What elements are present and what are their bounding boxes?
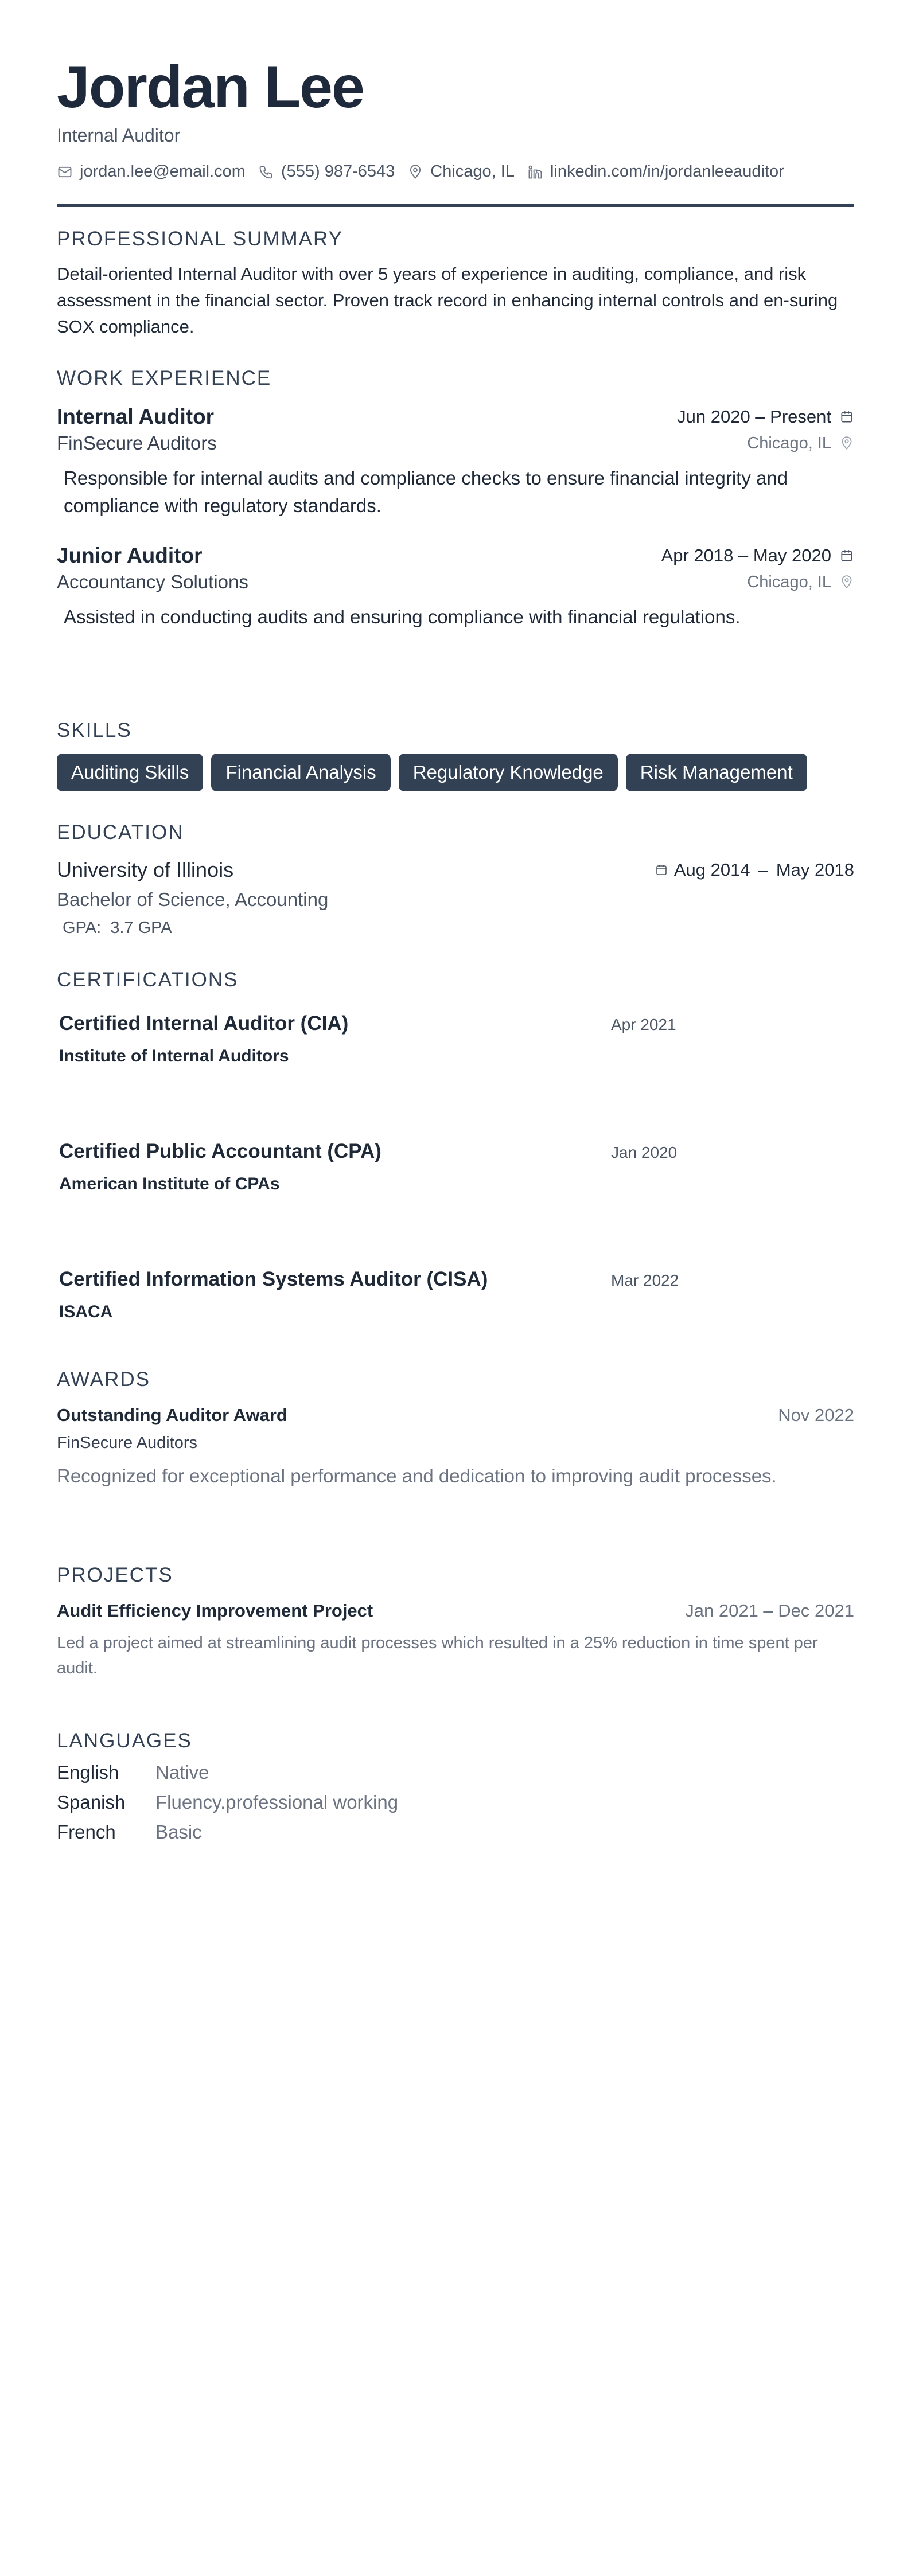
section-title-projects: PROJECTS (57, 1564, 173, 1586)
award-description: Recognized for exceptional performance and dedication to improving audit processes. (57, 1465, 777, 1486)
map-pin-icon (839, 436, 854, 451)
skill-tag: Financial Analysis (211, 754, 390, 791)
summary-section (57, 228, 854, 340)
skill-tag: Auditing Skills (57, 754, 203, 791)
section-title-skills: SKILLS (57, 719, 132, 741)
certifications-section (57, 969, 854, 1382)
certification-name: Certified Information Systems Auditor (CISA) (59, 1268, 488, 1290)
candidate-name: Jordan Lee (57, 54, 364, 120)
certification-entry (57, 1126, 854, 1254)
projects-section (57, 1564, 854, 1681)
education-dates (655, 860, 854, 880)
job-date (677, 407, 854, 427)
certification-name: Certified Internal Auditor (CIA) (59, 1012, 349, 1035)
job-entry (57, 405, 854, 520)
language-name: Spanish (57, 1792, 126, 1813)
education-section (57, 821, 854, 938)
contact-location (407, 162, 515, 181)
language-level: Native (155, 1762, 209, 1783)
languages-section (57, 1730, 854, 1843)
certification-issuer: American Institute of CPAs (59, 1174, 280, 1193)
project-description: Led a project aimed at streamlining audit processes which resulted in a 25% reduction in time spent per audit. (57, 1634, 818, 1677)
gpa-label: GPA: (63, 919, 102, 937)
award-date: Nov 2022 (778, 1405, 854, 1425)
job-date-text: Jun 2020 – Present (677, 407, 831, 427)
certification-issuer: Institute of Internal Auditors (59, 1047, 289, 1065)
skills-list (57, 754, 854, 791)
certification-date: Apr 2021 (611, 1016, 676, 1033)
summary-text: Detail-oriented Internal Auditor with over 5 years of experience in auditing, compliance, and risk assessment in the financial sector. Proven track record in enhancing internal controls and en-suring SOX compliance. (57, 264, 838, 337)
job-company: Accountancy Solutions (57, 571, 248, 592)
contact-bar (57, 162, 854, 181)
contact-phone[interactable] (258, 162, 395, 181)
section-title-languages: LANGUAGES (57, 1730, 192, 1752)
job-title: Junior Auditor (57, 544, 203, 567)
job-date (661, 545, 854, 566)
experience-section (57, 367, 854, 631)
email-text: jordan.lee@email.com (80, 162, 246, 181)
skill-tag: Risk Management (626, 754, 807, 791)
contact-linkedin[interactable] (527, 162, 784, 181)
job-location-text: Chicago, IL (747, 572, 831, 591)
phone-text: (555) 987-6543 (281, 162, 395, 181)
calendar-icon (839, 548, 854, 563)
job-title: Internal Auditor (57, 405, 215, 428)
job-entry (57, 544, 854, 631)
skill-tag: Regulatory Knowledge (399, 754, 618, 791)
resume-header (57, 55, 854, 207)
mail-icon (57, 164, 73, 180)
section-title-education: EDUCATION (57, 821, 184, 844)
phone-icon (258, 164, 274, 180)
section-title-awards: AWARDS (57, 1368, 151, 1391)
job-description: Responsible for internal audits and compliance checks to ensure financial integrity and compliance with regulatory standards. (64, 467, 788, 516)
job-description: Assisted in conducting audits and ensuring compliance with financial regulations. (64, 606, 741, 627)
calendar-icon (839, 409, 854, 424)
certification-name: Certified Public Accountant (CPA) (59, 1140, 381, 1162)
section-title-summary: PROFESSIONAL SUMMARY (57, 228, 343, 250)
header-divider (57, 204, 854, 207)
candidate-role: Internal Auditor (57, 125, 181, 146)
education-school: University of Illinois (57, 858, 234, 881)
language-name: English (57, 1762, 119, 1783)
job-location (747, 434, 854, 453)
section-title-certifications: CERTIFICATIONS (57, 969, 239, 991)
language-row (57, 1792, 854, 1813)
education-start: Aug 2014 (673, 860, 750, 880)
education-gpa (57, 919, 854, 938)
linkedin-icon (527, 164, 543, 180)
language-level: Fluency.professional working (155, 1792, 399, 1813)
linkedin-text: linkedin.com/in/jordanleeauditor (550, 162, 784, 181)
job-date-text: Apr 2018 – May 2020 (661, 545, 831, 565)
map-pin-icon (407, 164, 423, 180)
award-issuer: FinSecure Auditors (57, 1434, 198, 1452)
award-name: Outstanding Auditor Award (57, 1405, 287, 1425)
language-level: Basic (155, 1821, 202, 1843)
education-date-separator: – (758, 860, 768, 880)
calendar-icon (655, 863, 668, 877)
language-row (57, 1821, 854, 1843)
section-title-experience: WORK EXPERIENCE (57, 367, 272, 389)
gpa-value: 3.7 GPA (110, 919, 172, 937)
skills-section (57, 719, 854, 791)
job-company: FinSecure Auditors (57, 432, 217, 454)
job-location-text: Chicago, IL (747, 434, 831, 452)
map-pin-icon (839, 575, 854, 590)
project-date: Jan 2021 – Dec 2021 (685, 1601, 854, 1621)
education-degree: Bachelor of Science, Accounting (57, 889, 329, 910)
language-row (57, 1762, 854, 1783)
job-location (747, 573, 854, 592)
location-text: Chicago, IL (430, 162, 515, 181)
certification-date: Jan 2020 (611, 1143, 678, 1161)
certification-entry (57, 1254, 854, 1382)
project-name: Audit Efficiency Improvement Project (57, 1601, 373, 1621)
certification-date: Mar 2022 (611, 1271, 679, 1289)
certification-entry (57, 998, 854, 1126)
awards-section (57, 1368, 854, 1487)
language-name: French (57, 1821, 116, 1843)
contact-email[interactable] (57, 162, 246, 181)
education-end: May 2018 (776, 860, 854, 880)
certification-issuer: ISACA (59, 1302, 113, 1321)
